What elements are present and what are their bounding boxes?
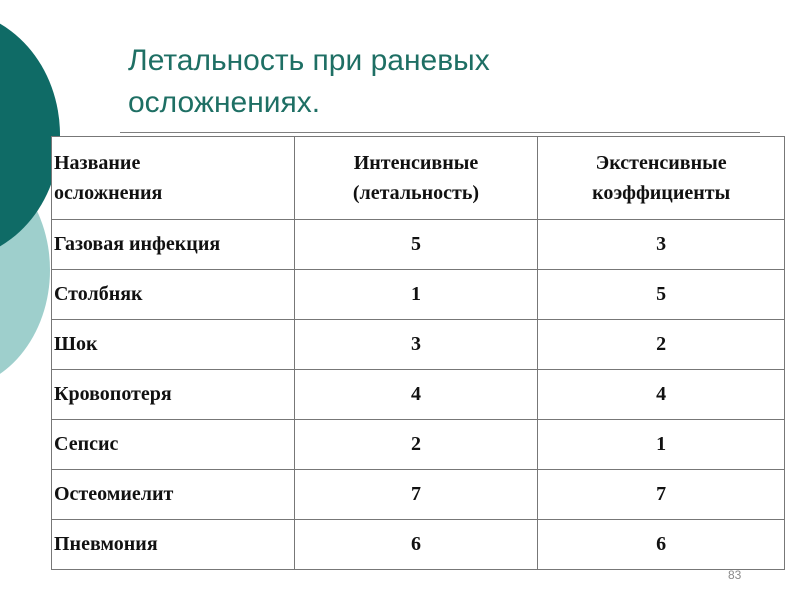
header-complication-name <box>52 137 295 220</box>
title-divider <box>120 132 760 133</box>
header-name-line-2: осложнения <box>54 182 163 204</box>
header-intensive-line-2: (летальность) <box>352 182 480 204</box>
intensive-value: 7 <box>294 470 538 520</box>
intensive-value: 2 <box>294 420 538 470</box>
header-extensive-line-1: Экстенсивные <box>595 152 727 174</box>
complication-name: Остеомиелит <box>52 470 295 520</box>
complication-name: Шок <box>52 320 295 370</box>
extensive-value: 2 <box>538 320 785 370</box>
table-row <box>52 220 785 270</box>
intensive-value: 1 <box>294 270 538 320</box>
extensive-value: 3 <box>538 220 785 270</box>
extensive-value: 5 <box>538 270 785 320</box>
extensive-value: 7 <box>538 470 785 520</box>
table-row <box>52 370 785 420</box>
extensive-value: 6 <box>538 520 785 570</box>
header-extensive-line-2: коэффициенты <box>592 182 731 204</box>
table-header-row <box>52 137 785 220</box>
table-row <box>52 470 785 520</box>
page-number: 83 <box>728 568 742 582</box>
table-row <box>52 270 785 320</box>
complication-name: Сепсис <box>52 420 295 470</box>
table-row <box>52 320 785 370</box>
header-intensive <box>294 137 538 220</box>
complications-table <box>51 136 785 570</box>
header-intensive-line-1: Интенсивные <box>353 152 479 174</box>
table-row <box>52 520 785 570</box>
intensive-value: 5 <box>294 220 538 270</box>
intensive-value: 3 <box>294 320 538 370</box>
complication-name: Газовая инфекция <box>52 220 295 270</box>
intensive-value: 6 <box>294 520 538 570</box>
header-name-line-1: Название <box>54 152 141 174</box>
intensive-value: 4 <box>294 370 538 420</box>
extensive-value: 4 <box>538 370 785 420</box>
slide-title <box>128 40 688 124</box>
complication-name: Пневмония <box>52 520 295 570</box>
complication-name: Столбняк <box>52 270 295 320</box>
table-row <box>52 420 785 470</box>
complication-name: Кровопотеря <box>52 370 295 420</box>
slide-title-line-2: осложнениях. <box>128 86 321 119</box>
extensive-value: 1 <box>538 420 785 470</box>
slide-title-line-1: Летальность при раневых <box>128 44 490 77</box>
header-extensive <box>538 137 785 220</box>
